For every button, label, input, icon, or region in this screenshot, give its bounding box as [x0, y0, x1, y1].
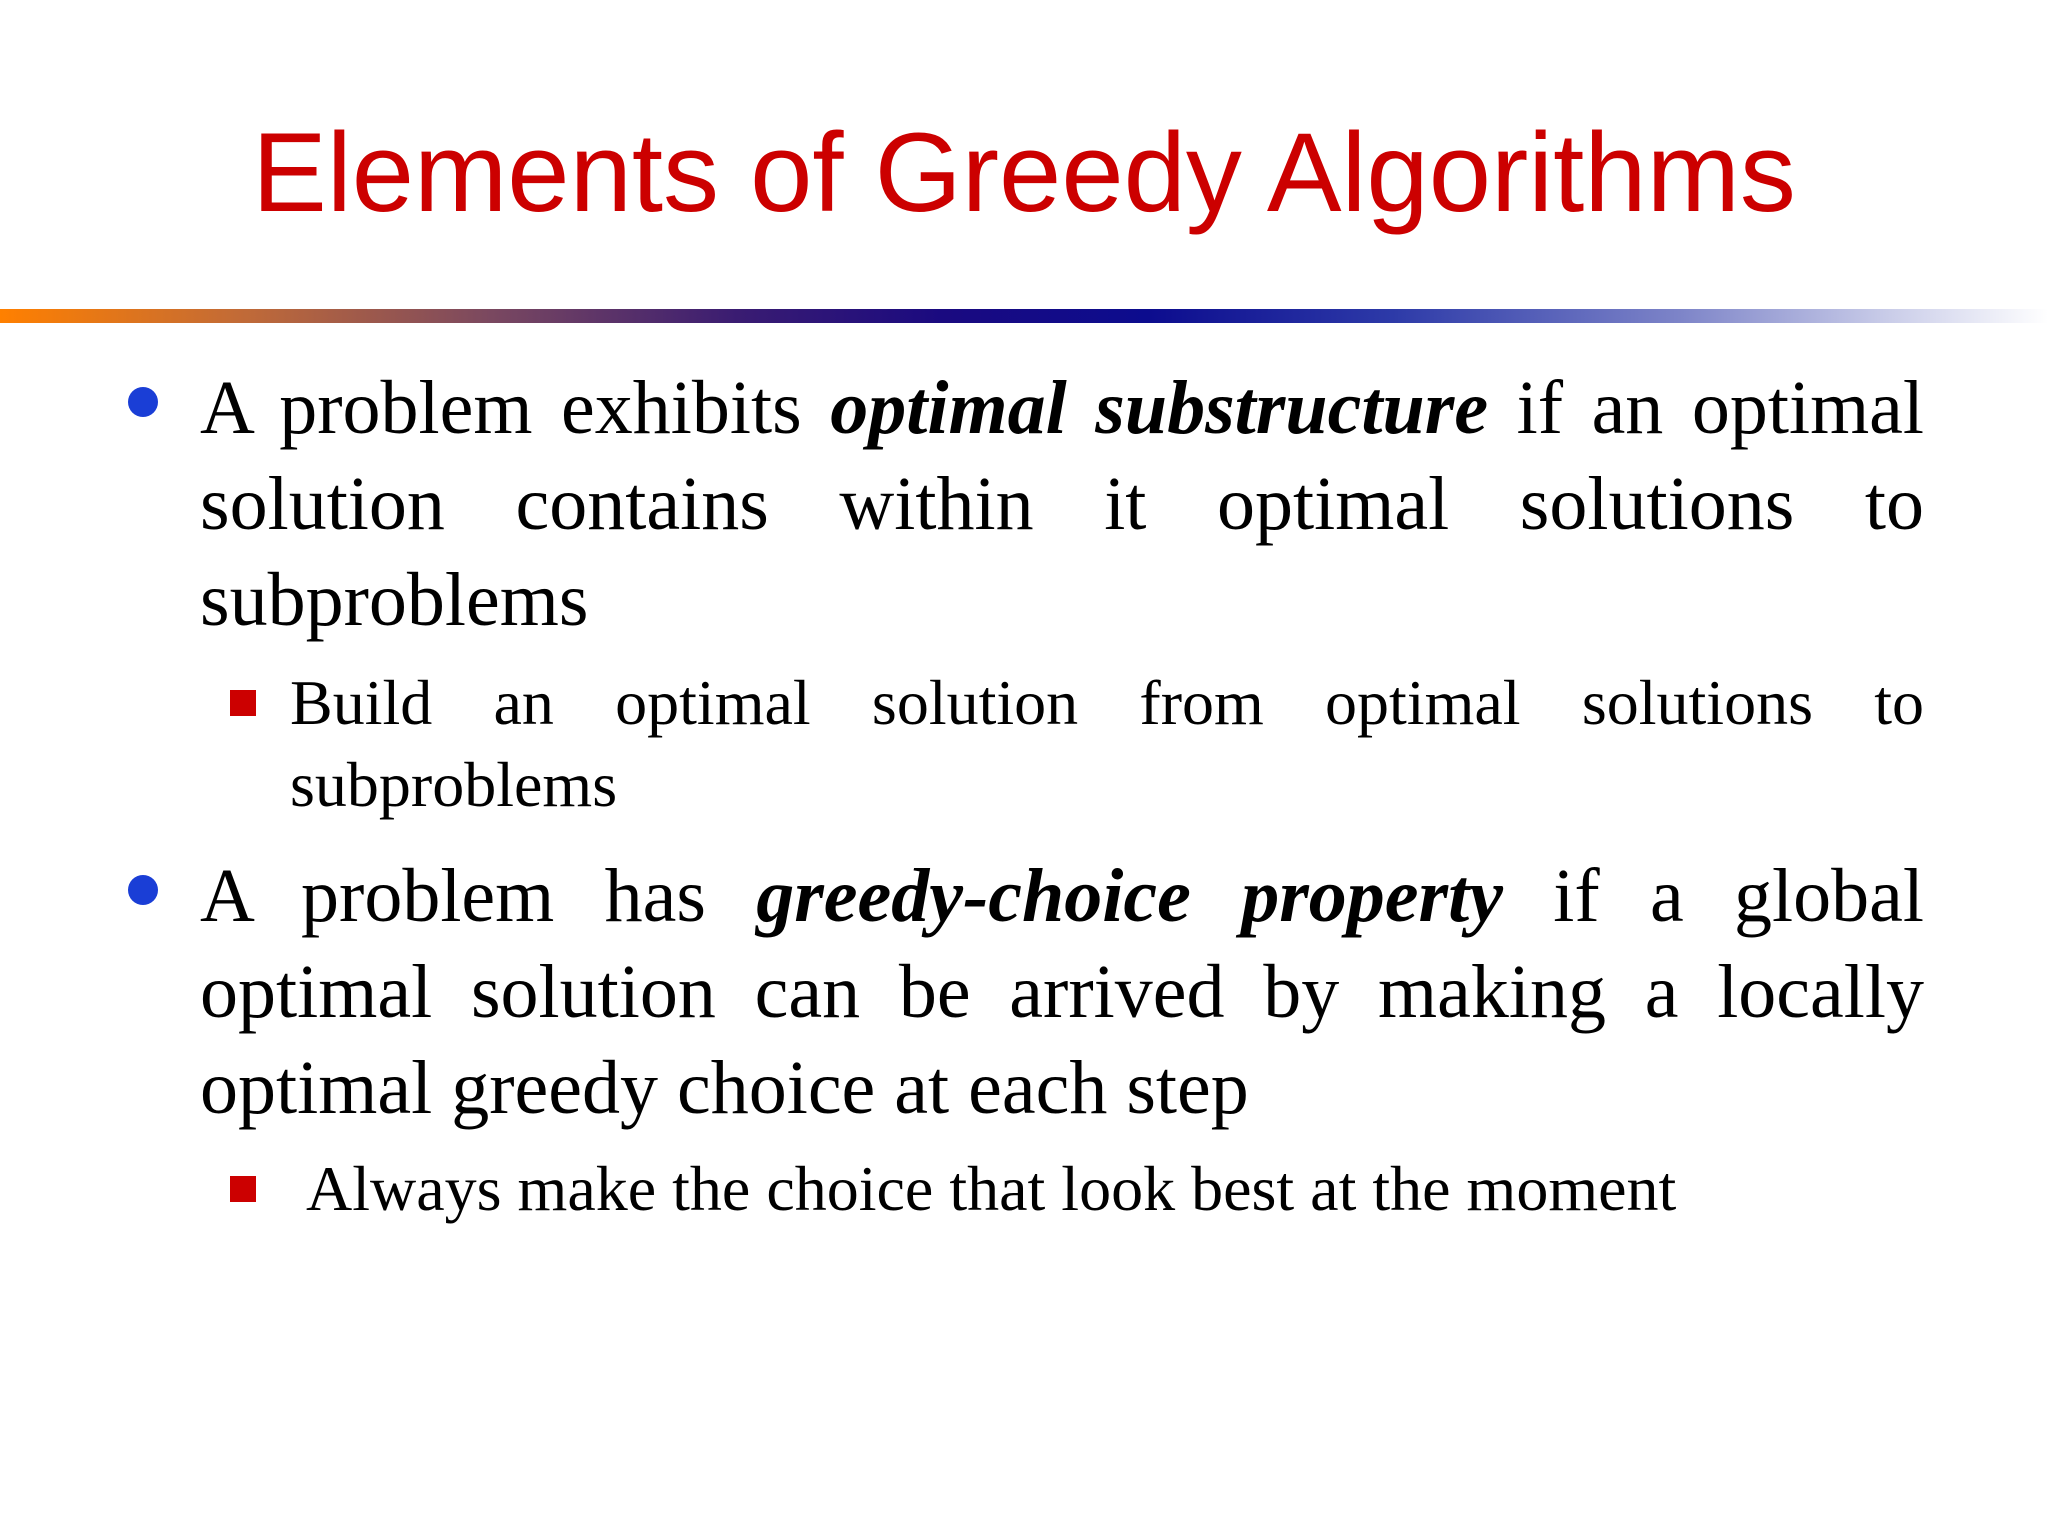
red-square-bullet-icon — [230, 1176, 256, 1202]
bullet-2-emphasis: greedy-choice property — [756, 854, 1503, 938]
bullet-2-pre: A problem has — [200, 854, 706, 938]
bullet-1-post: if an optimal solution contains within it optimal solutions to subproblems — [200, 366, 1925, 642]
sub-bullet-2-text: Always make the choice that look best at the moment — [306, 1153, 1677, 1224]
bullet-1-emphasis: optimal substructure — [830, 366, 1489, 450]
title-divider-gradient — [0, 309, 2048, 323]
sub-bullet-1-text: Build an optimal solution from optimal solutions to subproblems — [290, 667, 1924, 820]
red-square-bullet-icon — [230, 690, 256, 716]
slide-title: Elements of Greedy Algorithms — [252, 110, 1796, 235]
blue-dot-bullet-icon — [128, 387, 158, 417]
bullet-2-text — [200, 848, 1924, 1136]
bullet-1-text — [200, 360, 1924, 648]
blue-dot-bullet-icon — [128, 875, 158, 905]
bullet-2-post: if a global optimal solution can be arrived by making a locally optimal greedy choice at each step — [200, 854, 1924, 1130]
bullet-1-pre: A problem exhibits — [200, 366, 802, 450]
